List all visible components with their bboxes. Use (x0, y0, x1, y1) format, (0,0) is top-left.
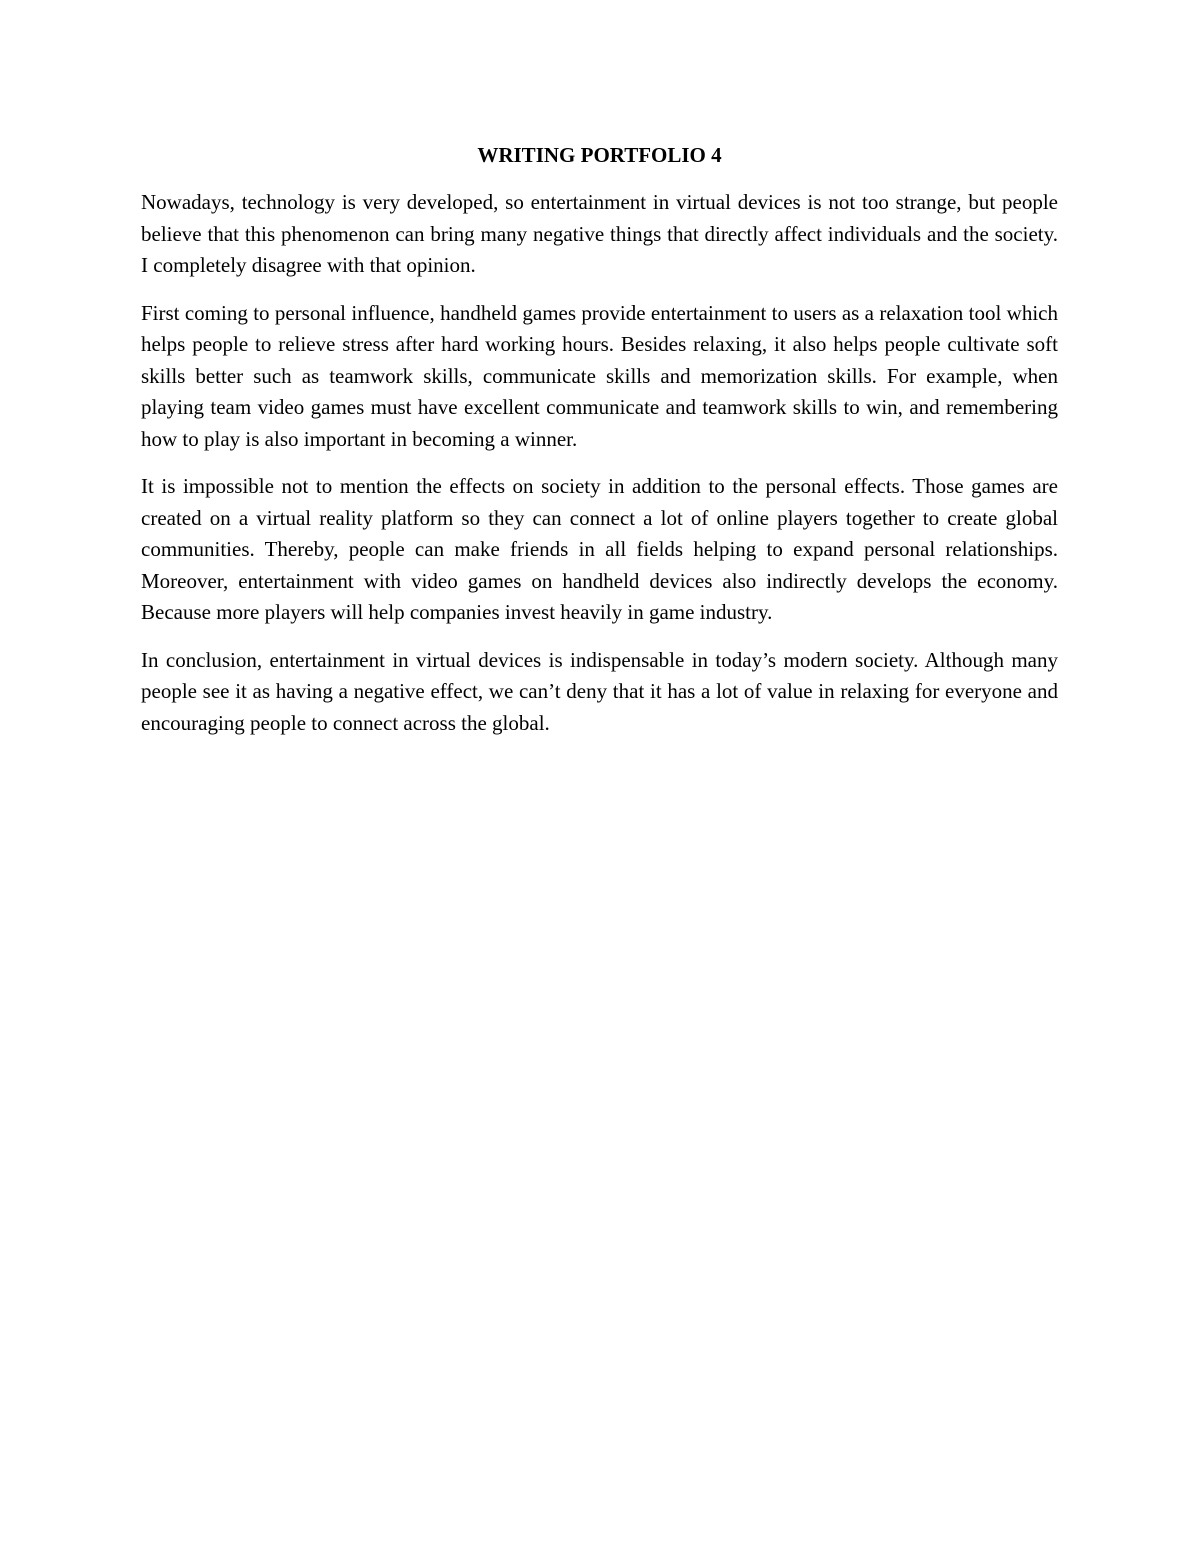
document-title: WRITING PORTFOLIO 4 (477, 143, 722, 167)
paragraph-conclusion: In conclusion, entertainment in virtual devices is indispensable in today’s modern society. Although many people see it as having a negative effect, we can’t deny that it has a lot of value in relaxing for everyone and encouraging people to connect across the global. (141, 647, 1058, 735)
paragraph-society-effects: It is impossible not to mention the effects on society in addition to the personal effects. Those games are created on a virtual reality platform so they can connect a lot of online players together to create global communities. Thereby, people can make friends in all fields helping to expand personal relationships. Moreover, entertainment with video games on handheld devices also indirectly develops the economy. Because more players will help companies invest heavily in game industry. (141, 474, 1058, 624)
document-body (141, 140, 1058, 755)
paragraph-introduction: Nowadays, technology is very developed, so entertainment in virtual devices is not too strange, but people believe that this phenomenon can bring many negative things that directly affect individuals and the society. I completely disagree with that opinion. (141, 190, 1058, 277)
paragraph-personal-influence: First coming to personal influence, handheld games provide entertainment to users as a relaxation tool which helps people to relieve stress after hard working hours. Besides relaxing, it also helps people cultivate soft skills better such as teamwork skills, communicate skills and memorization skills. For example, when playing team video games must have excellent communicate and teamwork skills to win, and remembering how to play is also important in becoming a winner. (141, 300, 1058, 451)
